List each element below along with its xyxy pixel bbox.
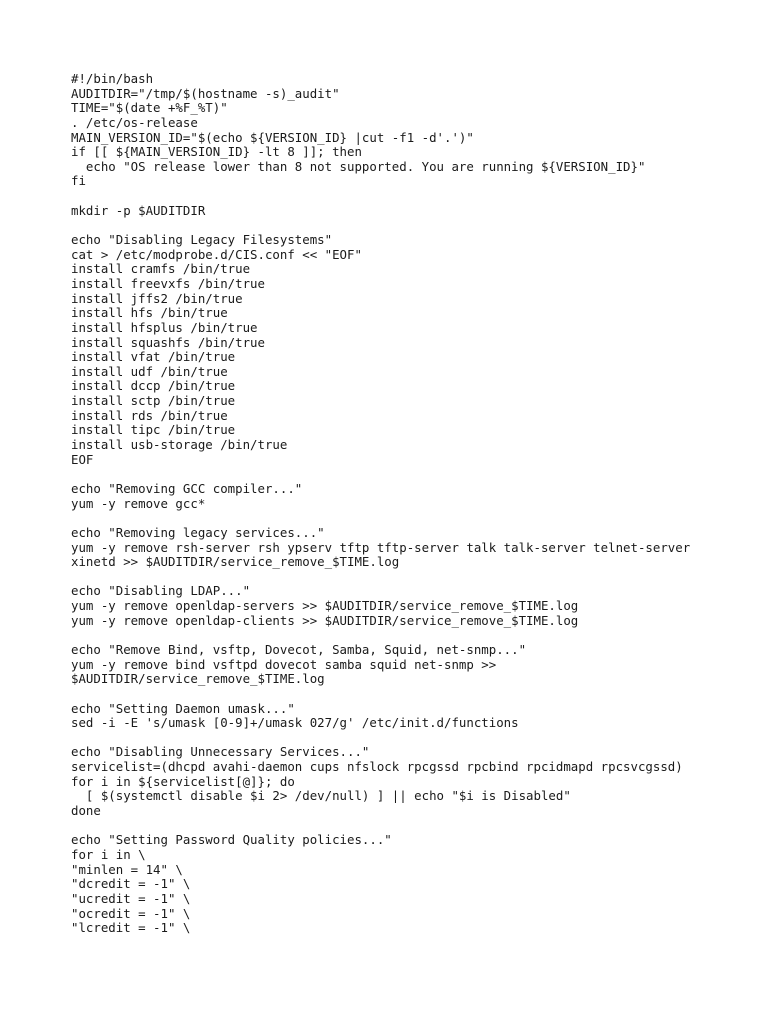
code-line: MAIN_VERSION_ID="$(echo ${VERSION_ID} |cut -f1 -d'.')" [71,129,474,145]
code-line: install vfat /bin/true [71,349,236,365]
code-line: install squashfs /bin/true [71,334,265,350]
code-line [71,511,751,526]
code-line: install rds /bin/true [71,407,228,423]
code-line: "ocredit = -1" \ [71,905,191,921]
code-line: install udf /bin/true [71,363,228,379]
code-line: yum -y remove openldap-servers >> $AUDITDIR/service_remove_$TIME.log [71,598,579,614]
code-line: #!/bin/bash [71,71,154,86]
code-line: . /etc/os-release [71,114,198,130]
code-line: yum -y remove rsh-server rsh ypserv tftp tftp-server talk talk-server telnet-server [71,539,691,555]
code-line: "lcredit = -1" \ [71,920,191,936]
code-line: done [71,803,101,819]
code-line [71,218,751,233]
code-line [71,731,751,746]
code-line: echo "Removing legacy services..." [71,524,325,540]
code-line: echo "Disabling LDAP..." [71,583,251,599]
code-line: for i in ${servicelist[@]}; do [71,773,295,789]
code-line: mkdir -p $AUDITDIR [71,202,206,218]
code-line: install dccp /bin/true [71,378,236,394]
code-line: xinetd >> $AUDITDIR/service_remove_$TIME.log [71,554,400,570]
code-line: "minlen = 14" \ [71,861,183,877]
code-line: if [[ ${MAIN_VERSION_ID} -lt 8 ]]; then [71,144,362,160]
code-line: TIME="$(date +%F_%T)" [71,100,228,116]
code-line [71,570,751,585]
code-line: install hfs /bin/true [71,305,228,321]
code-line: echo "OS release lower than 8 not supported. You are running ${VERSION_ID}" [71,158,646,174]
code-line: yum -y remove gcc* [71,495,206,511]
code-line: [ $(systemctl disable $i 2> /dev/null) ] || echo "$i is Disabled" [71,788,571,804]
code-line: echo "Remove Bind, vsftp, Dovecot, Samba, Squid, net-snmp..." [71,641,527,657]
code-line: sed -i -E 's/umask [0-9]+/umask 027/g' /etc/init.d/functions [71,715,519,731]
code-line: install jffs2 /bin/true [71,290,243,306]
code-line: cat > /etc/modprobe.d/CIS.conf << "EOF" [71,246,362,262]
code-line: echo "Removing GCC compiler..." [71,480,303,496]
code-line: install sctp /bin/true [71,393,236,409]
code-line: install usb-storage /bin/true [71,437,288,453]
code-line: EOF [71,451,94,467]
code-line: install tipc /bin/true [71,422,236,438]
code-line: install freevxfs /bin/true [71,275,265,291]
code-line: fi [71,173,86,189]
code-line [71,819,751,834]
code-line: echo "Setting Password Quality policies..." [71,832,392,848]
code-line [71,628,751,643]
code-line: echo "Disabling Legacy Filesystems" [71,232,333,248]
code-line: "dcredit = -1" \ [71,876,191,892]
code-line: AUDITDIR="/tmp/$(hostname -s)_audit" [71,85,340,101]
code-line: servicelist=(dhcpd avahi-daemon cups nfslock rpcgssd rpcbind rpcidmapd rpcsvcgssd) [71,759,683,775]
code-line: echo "Disabling Unnecessary Services..." [71,744,370,760]
code-line [71,687,751,702]
code-line: yum -y remove openldap-clients >> $AUDITDIR/service_remove_$TIME.log [71,612,579,628]
code-line [71,467,751,482]
code-line: echo "Setting Daemon umask..." [71,700,295,716]
code-line: "ucredit = -1" \ [71,890,191,906]
code-line [71,189,751,204]
code-line: yum -y remove bind vsftpd dovecot samba squid net-snmp >> [71,656,497,672]
script-listing [71,72,751,936]
code-line: install cramfs /bin/true [71,261,251,277]
code-line: $AUDITDIR/service_remove_$TIME.log [71,671,325,687]
code-line: install hfsplus /bin/true [71,319,258,335]
code-line: for i in \ [71,846,146,862]
